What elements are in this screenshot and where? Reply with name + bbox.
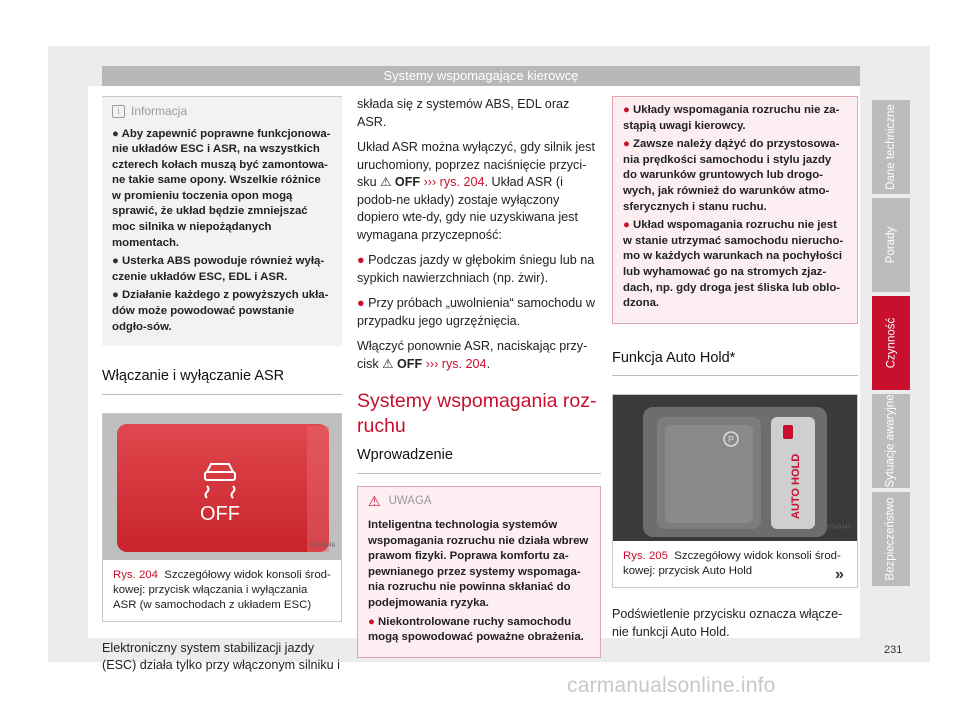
figure-204 — [102, 413, 342, 622]
paragraph: Włączyć ponownie ASR, naciskając przy-cisk ⚠ OFF ››› rys. 204. — [357, 339, 588, 371]
figure-number: Rys. 205 — [623, 550, 668, 563]
bullet-item: ● Podczas jazdy w głębokim śniegu lub na sypkich nawierzchniach (np. żwir). — [357, 253, 595, 285]
warning-text: ● Układ wspomagania rozruchu nie jest w stanie utrzymać samochodu nierucho-mo w każdych warunkach na pochyłości lub wyhamować go na stromych zjaz-dach, np. gdy droga jest śliska lub oblo-dzona. — [623, 219, 844, 310]
figure-code: B7V-0747 — [824, 524, 851, 531]
car-skid-off-icon: ⚠ — [382, 356, 394, 371]
figure-code: B7V-0746 — [308, 543, 335, 550]
figure-link[interactable]: ››› rys. 204 — [425, 356, 487, 371]
watermark: carmanualsonline.info — [567, 674, 776, 697]
warning-box — [357, 486, 601, 658]
tab-porady[interactable]: Porady — [872, 198, 910, 292]
paragraph: Elektroniczny system stabilizacji jazdy (ESC) działa tylko przy włączonym silniku i — [102, 640, 340, 673]
paragraph: Układ ASR można wyłączyć, gdy silnik jest uruchomiony, poprzez naciśnięcie przyci-sku ⚠ OFF ››› rys. 204. Układ ASR (i podob-ne układy) zostaje wyłączony dopiero wte-dy, gdy nie uzyskiwana jest wymagana przyczepność: — [357, 140, 595, 242]
column-1 — [102, 96, 342, 683]
subsection-title: Wprowadzenie — [357, 447, 601, 474]
bullet-item: ● Przy próbach „uwolnienia“ samochodu w przypadku jego ugrzęźnięcia. — [357, 296, 595, 328]
column-3 — [612, 96, 858, 649]
info-item: ● Usterka ABS powoduje również wyłą-czenie układów ESC, EDL i ASR. — [112, 255, 325, 283]
svg-text:P: P — [727, 434, 735, 445]
figure-205 — [612, 394, 858, 588]
tab-dane-techniczne[interactable]: Dane techniczne — [872, 100, 910, 194]
column-2 — [357, 96, 601, 658]
chapter-title: Systemy wspomagania roz-ruchu — [357, 390, 597, 437]
warning-heading: UWAGA — [388, 494, 432, 507]
info-item: ● Działanie każdego z powyższych ukła-dów może powodować powstanie odgło-sów. — [112, 289, 329, 333]
warning-icon: ⚠ — [368, 492, 381, 509]
paragraph: składa się z systemów ABS, EDL oraz ASR. — [357, 97, 570, 129]
warning-box-continued — [612, 96, 858, 324]
svg-text:OFF: OFF — [200, 502, 240, 525]
figure-caption: Rys. 205 Szczegółowy widok konsoli środ-kowej: przycisk Auto Hold — [623, 550, 841, 578]
tab-sytuacje-awaryjne[interactable]: Sytuacje awaryjne — [872, 394, 910, 488]
warning-text: ● Niekontrolowane ruchy samochodu mogą spowodować poważne obrażenia. — [368, 615, 584, 644]
auto-hold-button-image — [613, 395, 857, 541]
section-title-asr: Włączanie i wyłączanie ASR — [102, 368, 342, 395]
page-header: Systemy wspomagające kierowcę — [102, 66, 860, 86]
tab-bezpieczenstwo[interactable]: Bezpieczeństwo — [872, 492, 910, 586]
tab-czynnosc[interactable]: Czynność — [872, 296, 910, 390]
info-icon: i — [112, 105, 125, 118]
figure-number: Rys. 204 — [113, 568, 158, 581]
info-box — [102, 96, 342, 346]
warning-text: ● Zawsze należy dążyć do przystosowa-nia prędkości samochodu i stylu jazdy do warunków gruntowych lub drogo-wych, jak również do warunków atmo-sferycznych i stanu ruchu. — [623, 138, 840, 213]
info-item: ● Aby zapewnić poprawne funkcjonowa-nie układów ESC i ASR, na wszystkich czterech kołach muszą być zamontowa-ne takie same opony. Wszelkie różnice w promieniu toczenia opon mogą sprawić, że układ będzie zmniejszać moc silnika w niepożądanych momentach. — [112, 127, 331, 249]
svg-text:AUTO HOLD: AUTO HOLD — [790, 454, 802, 520]
section-title-auto-hold: Funkcja Auto Hold* — [612, 350, 858, 377]
car-skid-off-icon: ⚠ — [380, 175, 392, 189]
figure-link[interactable]: ››› rys. 204 — [423, 175, 485, 189]
warning-text: ● Układy wspomagania rozruchu nie za-stąpią uwagi kierowcy. — [623, 104, 840, 132]
continue-arrow: » — [835, 566, 844, 583]
paragraph: Podświetlenie przycisku oznacza włącze-nie funkcji Auto Hold. — [612, 607, 843, 639]
figure-caption: Rys. 204 Szczegółowy widok konsoli środ-kowej: przycisk włączania i wyłączania ASR (w samochodach z układem ESC) — [113, 568, 331, 611]
page-number: 231 — [884, 644, 903, 656]
info-heading: Informacja — [131, 104, 188, 118]
asr-button-image — [103, 414, 341, 560]
warning-text: Inteligentna technologia systemów wspomagania rozruchu nie działa wbrew prawom fizyki. Poprawa komfortu za-pewnianego przez systemy wspomaga-nia rozruchu nie powinna skłaniać do podejmowania ryzyka. — [368, 519, 589, 609]
